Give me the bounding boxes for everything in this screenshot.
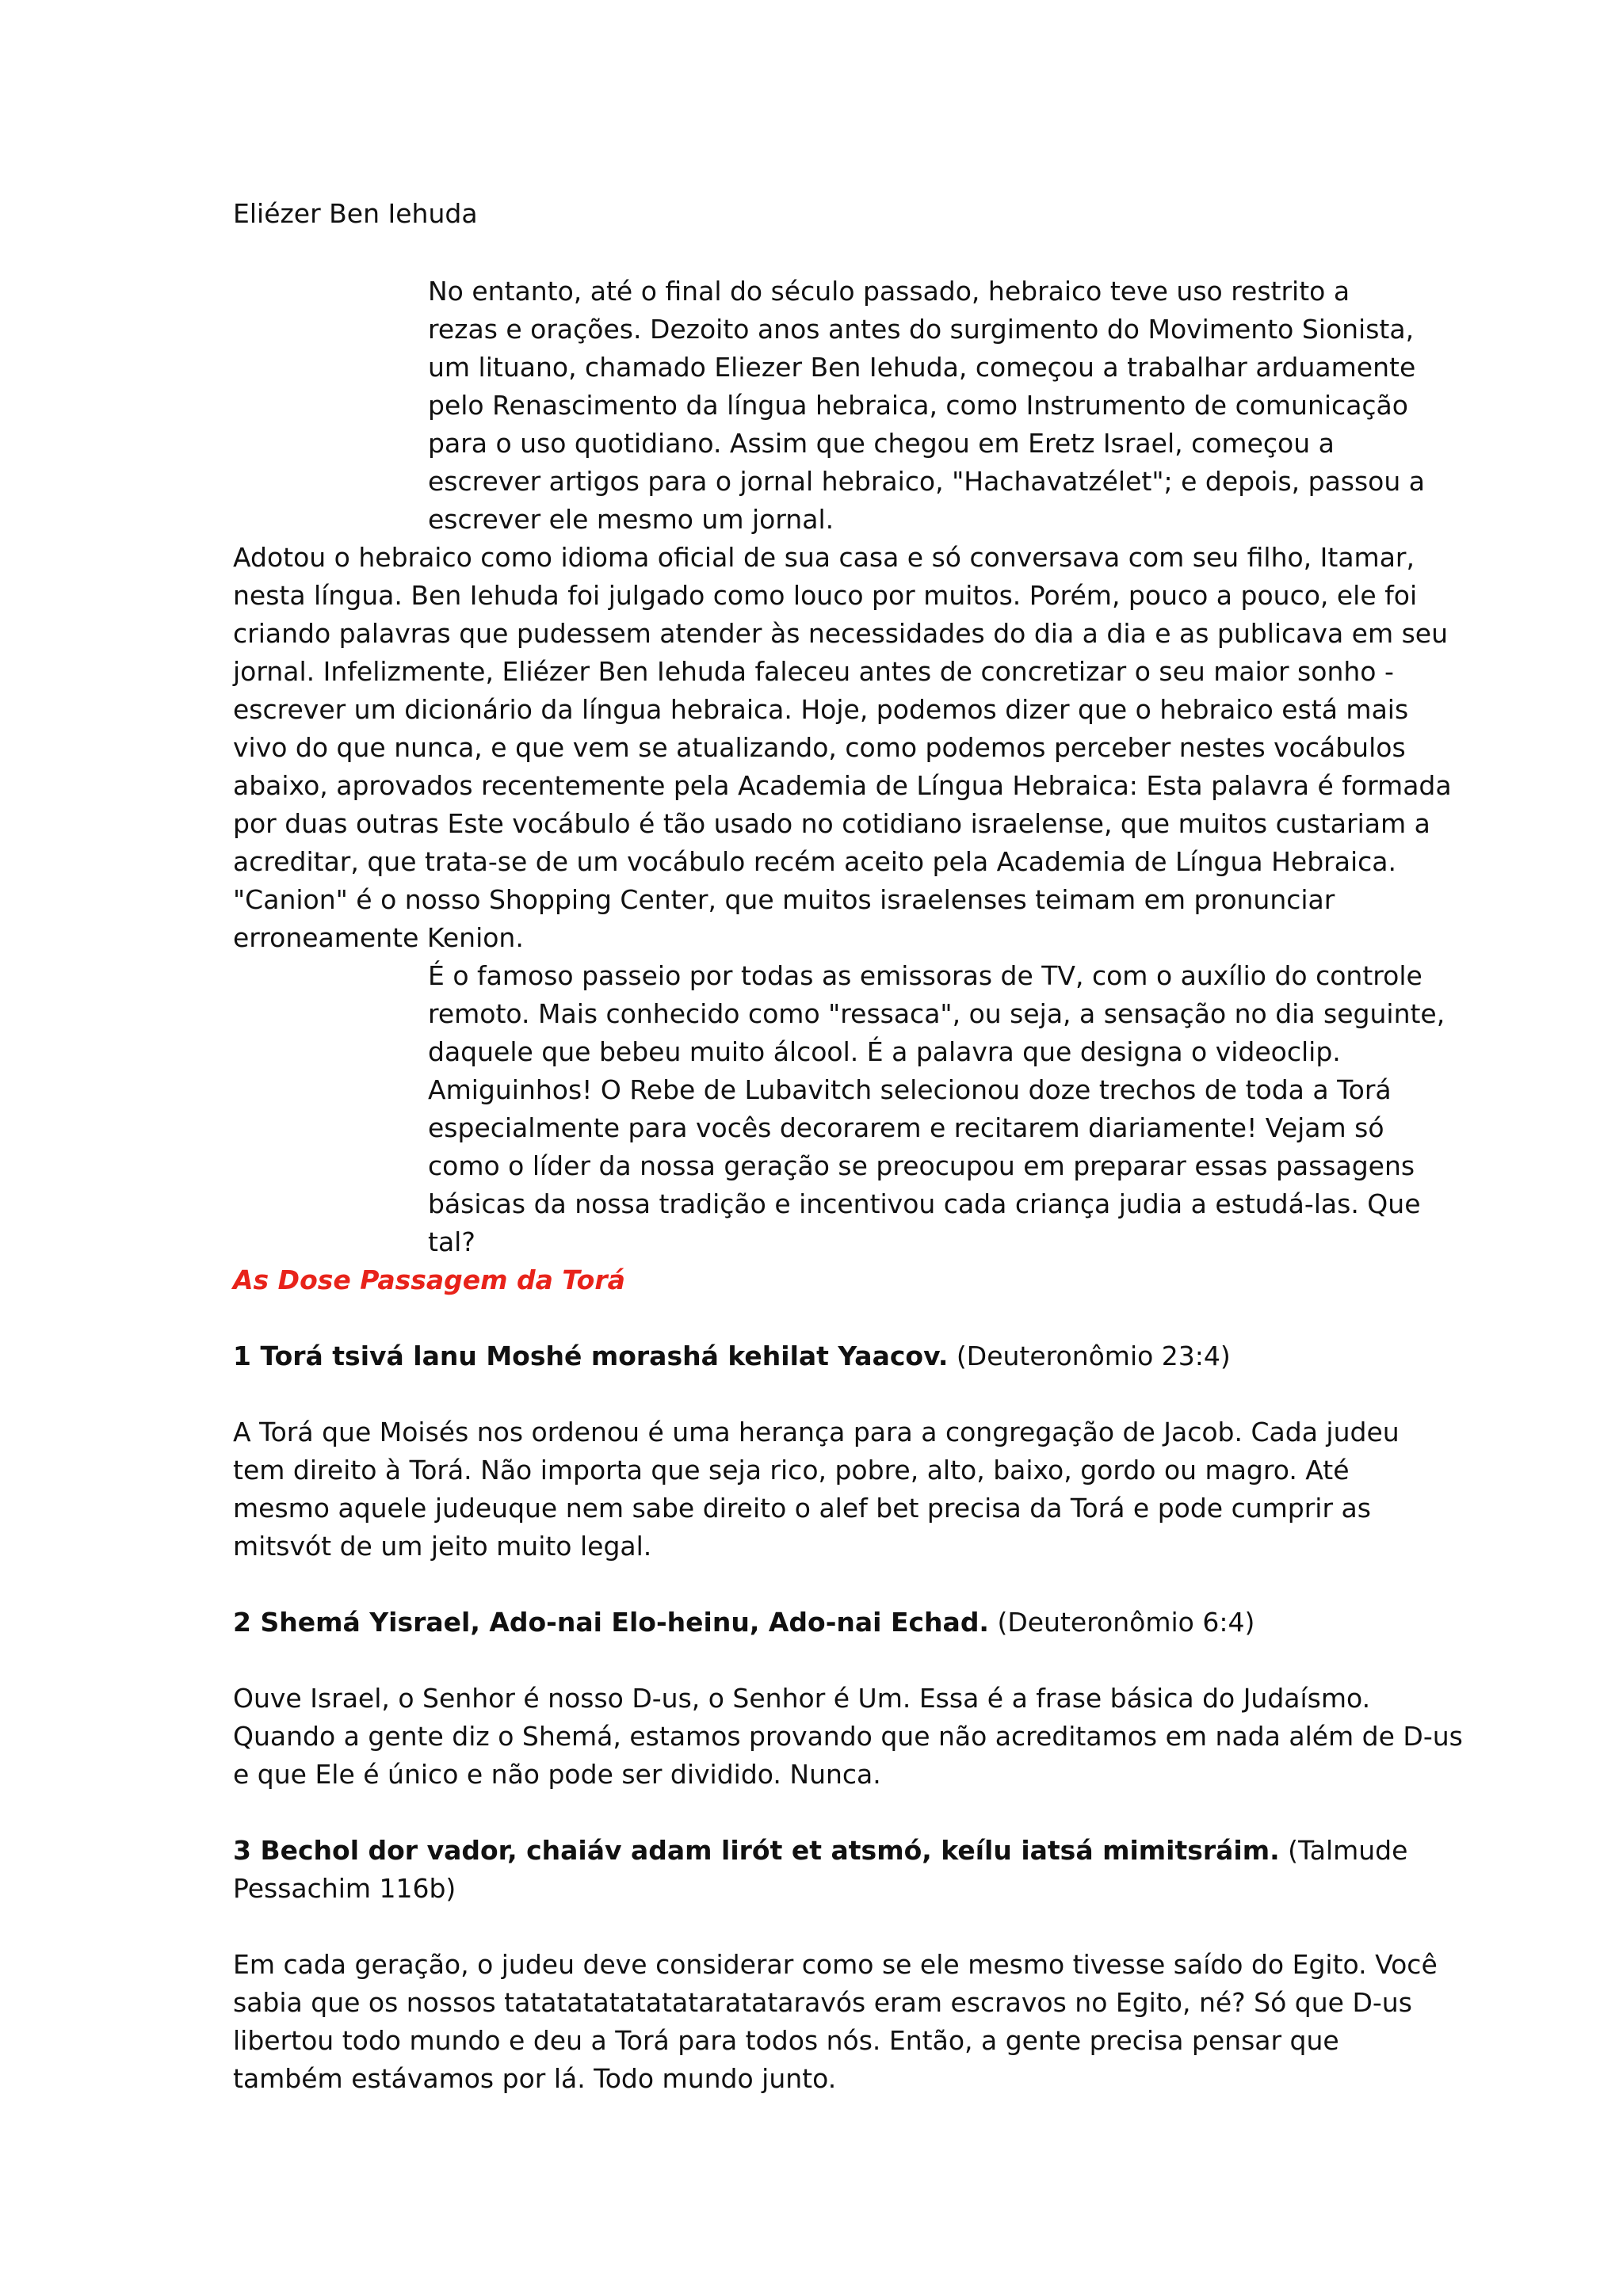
text-line: jornal. Infelizmente, Eliézer Ben Iehuda faleceu antes de concretizar o seu maior sonho - — [233, 656, 1394, 687]
text-line: remoto. Mais conhecido como "ressaca", ou seja, a sensação no dia seguinte, — [428, 998, 1445, 1029]
passage-verse — [233, 1337, 1406, 1375]
text-line: nesta língua. Ben Iehuda foi julgado como louco por muitos. Porém, pouco a pouco, ele foi — [233, 580, 1418, 611]
body-indented-paragraph — [428, 957, 1445, 1261]
intro-indented-paragraph — [428, 273, 1425, 539]
verse-text: 3 Bechol dor vador, chaiáv adam lirót et atsmó, keílu iatsá mimitsráim. — [233, 1835, 1280, 1866]
passage-explanation — [233, 1946, 1438, 2098]
verse-reference-continued: Pessachim 116b) — [233, 1873, 456, 1904]
text-line: erroneamente Kenion. — [233, 922, 524, 953]
verse-reference: (Deuteronômio 23:4) — [948, 1341, 1231, 1371]
verse-text: 1 Torá tsivá lanu Moshé morashá kehilat Yaacov. — [233, 1341, 949, 1371]
text-line: A Torá que Moisés nos ordenou é uma herança para a congregação de Jacob. Cada judeu — [233, 1417, 1400, 1447]
text-line: No entanto, até o final do século passado, hebraico teve uso restrito a — [428, 276, 1350, 307]
text-line: É o famoso passeio por todas as emissoras de TV, com o auxílio do controle — [428, 960, 1423, 991]
text-line: para o uso quotidiano. Assim que chegou em Eretz Israel, começou a — [428, 428, 1335, 459]
text-line: mitsvót de um jeito muito legal. — [233, 1531, 652, 1562]
text-line: acreditar, que trata-se de um vocábulo recém aceito pela Academia de Língua Hebraica. — [233, 846, 1396, 877]
text-line: sabia que os nossos tatatatatatatataratataravós eram escravos no Egito, né? Só que D-us — [233, 1987, 1412, 2018]
body-paragraph — [233, 539, 1452, 957]
text-line: especialmente para vocês decorarem e recitarem diariamente! Vejam só — [428, 1112, 1384, 1143]
text-line: escrever ele mesmo um jornal. — [428, 504, 834, 535]
verse-reference: (Talmude — [1279, 1835, 1408, 1866]
text-line: daquele que bebeu muito álcool. É a palavra que designa o videoclip. — [428, 1036, 1341, 1067]
text-line: tal? — [428, 1226, 475, 1257]
text-line: escrever um dicionário da língua hebraica. Hoje, podemos dizer que o hebraico está mais — [233, 694, 1409, 725]
text-line: Quando a gente diz o Shemá, estamos provando que não acreditamos em nada além de D-us — [233, 1721, 1463, 1752]
text-line: pelo Renascimento da língua hebraica, como Instrumento de comunicação — [428, 390, 1408, 421]
text-line: abaixo, aprovados recentemente pela Academia de Língua Hebraica: Esta palavra é formada — [233, 770, 1452, 801]
text-line: por duas outras Este vocábulo é tão usado no cotidiano israelense, que muitos custariam a — [233, 808, 1430, 839]
passage-verse — [233, 1604, 1406, 1642]
text-line: rezas e orações. Dezoito anos antes do surgimento do Movimento Sionista, — [428, 314, 1415, 345]
text-line: libertou todo mundo e deu a Torá para todos nós. Então, a gente precisa pensar que — [233, 2025, 1339, 2056]
text-line: "Canion" é o nosso Shopping Center, que muitos israelenses teimam em pronunciar — [233, 884, 1335, 915]
document-heading: Eliézer Ben Iehuda — [233, 198, 478, 229]
text-line: e que Ele é único e não pode ser dividido. Nunca. — [233, 1759, 881, 1790]
text-line: também estávamos por lá. Todo mundo junto. — [233, 2063, 837, 2094]
text-line: criando palavras que pudessem atender às necessidades do dia a dia e as publicava em seu — [233, 618, 1449, 649]
text-line: Adotou o hebraico como idioma oficial de sua casa e só conversava com seu filho, Itamar, — [233, 542, 1415, 573]
passage-verse — [233, 1832, 1406, 1908]
text-line: escrever artigos para o jornal hebraico, "Hachavatzélet"; e depois, passou a — [428, 466, 1425, 497]
text-line: tem direito à Torá. Não importa que seja rico, pobre, alto, baixo, gordo ou magro. Até — [233, 1455, 1350, 1486]
text-line: Em cada geração, o judeu deve considerar como se ele mesmo tivesse saído do Egito. Você — [233, 1949, 1438, 1980]
text-line: mesmo aquele judeuque nem sabe direito o alef bet precisa da Torá e pode cumprir as — [233, 1493, 1371, 1524]
text-line: Ouve Israel, o Senhor é nosso D-us, o Senhor é Um. Essa é a frase básica do Judaísmo. — [233, 1683, 1371, 1714]
passage-explanation — [233, 1413, 1406, 1566]
text-line: vivo do que nunca, e que vem se atualizando, como podemos perceber nestes vocábulos — [233, 732, 1406, 763]
verse-reference: (Deuteronômio 6:4) — [988, 1607, 1255, 1638]
text-line: um lituano, chamado Eliezer Ben Iehuda, começou a trabalhar arduamente — [428, 352, 1416, 383]
text-line: Amiguinhos! O Rebe de Lubavitch selecionou doze trechos de toda a Torá — [428, 1074, 1392, 1105]
verse-text: 2 Shemá Yisrael, Ado-nai Elo-heinu, Ado-nai Echad. — [233, 1607, 989, 1638]
section-title: As Dose Passagem da Torá — [233, 1264, 625, 1295]
text-line: básicas da nossa tradição e incentivou cada criança judia a estudá-las. Que — [428, 1188, 1421, 1219]
passage-explanation — [233, 1680, 1463, 1794]
text-line: como o líder da nossa geração se preocupou em preparar essas passagens — [428, 1150, 1415, 1181]
